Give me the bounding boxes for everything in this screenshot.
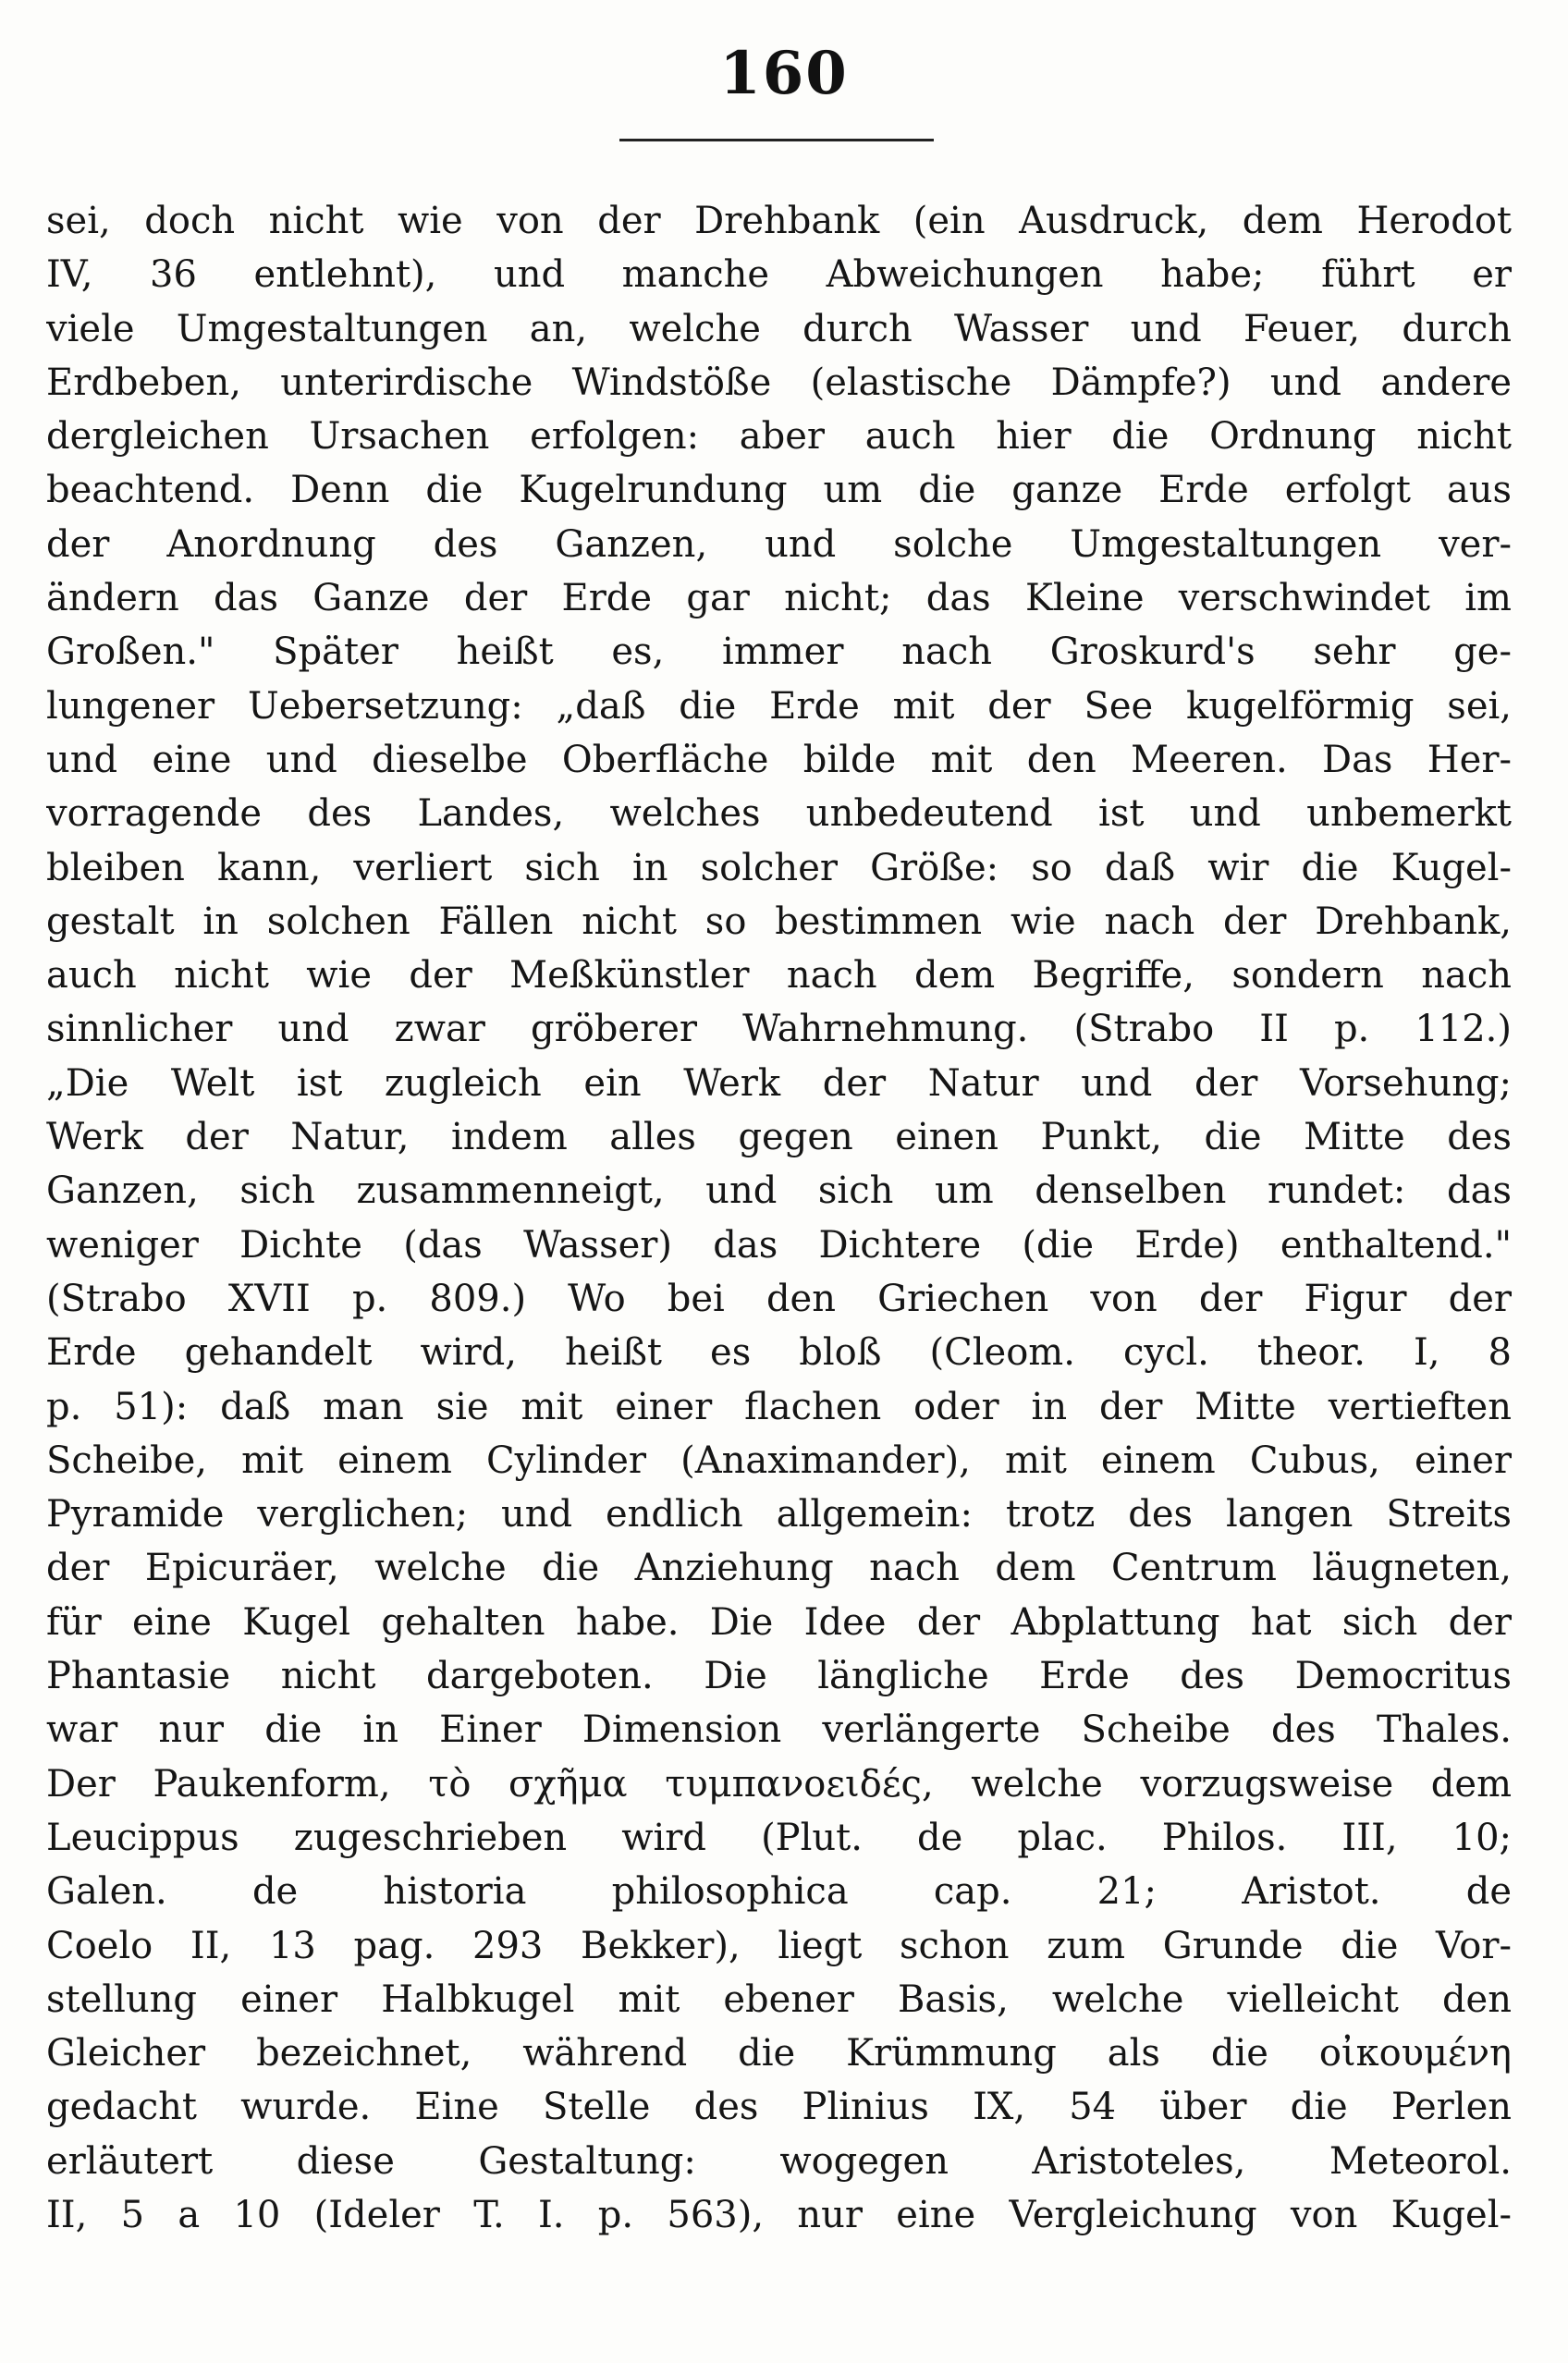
text-line: und eine und dieselbe Oberfläche bilde mit den Meeren. Das Her- [46, 738, 1512, 781]
header-rule [619, 139, 934, 141]
text-line: beachtend. Denn die Kugelrundung um die ganze Erde erfolgt aus [46, 469, 1512, 512]
text-line: der Anordnung des Ganzen, und solche Umgestaltungen ver- [46, 522, 1512, 566]
text-line: IV, 36 entlehnt), und manche Abweichungen habe; führt er [46, 253, 1512, 297]
text-line: Leucippus zugeschrieben wird (Plut. de plac. Philos. III, 10; [46, 1816, 1512, 1859]
text-line: „Die Welt ist zugleich ein Werk der Natur und der Vorsehung; [46, 1061, 1512, 1105]
text-line: sinnlicher und zwar gröberer Wahrnehmung. (Strabo II p. 112.) [46, 1008, 1512, 1051]
text-line: gedacht wurde. Eine Stelle des Plinius IX, 54 über die Perlen [46, 2086, 1512, 2129]
text-line: vorragende des Landes, welches unbedeutend ist und unbemerkt [46, 792, 1512, 836]
body-text [46, 194, 1512, 2242]
text-line: Phantasie nicht dargeboten. Die längliche Erde des Democritus [46, 1655, 1512, 1698]
text-line: weniger Dichte (das Wasser) das Dichtere (die Erde) enthaltend." [46, 1223, 1512, 1267]
text-line: (Strabo XVII p. 809.) Wo bei den Griechen von der Figur der [46, 1277, 1512, 1320]
text-line: erläutert diese Gestaltung: wogegen Aristoteles, Meteorol. [46, 2139, 1512, 2183]
page-number: 160 [719, 39, 849, 108]
text-line: Coelo II, 13 pag. 293 Bekker), liegt schon zum Grunde die Vor- [46, 1924, 1512, 1967]
text-line: Galen. de historia philosophica cap. 21; Aristot. de [46, 1870, 1512, 1914]
text-line: für eine Kugel gehalten habe. Die Idee der Abplattung hat sich der [46, 1600, 1512, 1644]
text-line: dergleichen Ursachen erfolgen: aber auch hier die Ordnung nicht [46, 415, 1512, 459]
text-line: Ganzen, sich zusammenneigt, und sich um denselben rundet: das [46, 1169, 1512, 1213]
text-line: bleiben kann, verliert sich in solcher Größe: so daß wir die Kugel- [46, 846, 1512, 889]
text-line: stellung einer Halbkugel mit ebener Basis, welche vielleicht den [46, 1977, 1512, 2021]
text-line: war nur die in Einer Dimension verlängerte Scheibe des Thales. [46, 1708, 1512, 1752]
text-line: ändern das Ganze der Erde gar nicht; das Kleine verschwindet im [46, 577, 1512, 620]
text-line: II, 5 a 10 (Ideler T. I. p. 563), nur eine Vergleichung von Kugel- [46, 2193, 1512, 2236]
text-line: Großen." Später heißt es, immer nach Groskurd's sehr ge- [46, 631, 1512, 674]
text-line: der Epicuräer, welche die Anziehung nach dem Centrum läugneten, [46, 1547, 1512, 1590]
text-line: sei, doch nicht wie von der Drehbank (ein Ausdruck, dem Herodot [46, 200, 1512, 242]
text-line: gestalt in solchen Fällen nicht so bestimmen wie nach der Drehbank, [46, 900, 1512, 943]
text-line: Pyramide verglichen; und endlich allgemein: trotz des langen Streits [46, 1493, 1512, 1537]
text-line: auch nicht wie der Meßkünstler nach dem Begriffe, sondern nach [46, 954, 1512, 998]
text-line: Werk der Natur, indem alles gegen einen Punkt, die Mitte des [46, 1116, 1512, 1159]
text-line: Erde gehandelt wird, heißt es bloß (Cleom. cycl. theor. I, 8 [46, 1331, 1512, 1375]
text-line: Scheibe, mit einem Cylinder (Anaximander), mit einem Cubus, einer [46, 1439, 1512, 1482]
text-line: viele Umgestaltungen an, welche durch Wasser und Feuer, durch [46, 307, 1512, 350]
text-line: p. 51): daß man sie mit einer flachen oder in der Mitte vertieften [46, 1385, 1512, 1428]
text-line: lungener Uebersetzung: „daß die Erde mit der See kugelförmig sei, [46, 684, 1512, 728]
text-line: Erdbeben, unterirdische Windstöße (elastische Dämpfe?) und andere [46, 361, 1512, 404]
text-line: Der Paukenform, τὸ σχῆμα τυμπανοειδές, welche vorzugsweise dem [46, 1762, 1512, 1806]
text-line: Gleicher bezeichnet, während die Krümmung als die οἰκουμένη [46, 2032, 1512, 2075]
